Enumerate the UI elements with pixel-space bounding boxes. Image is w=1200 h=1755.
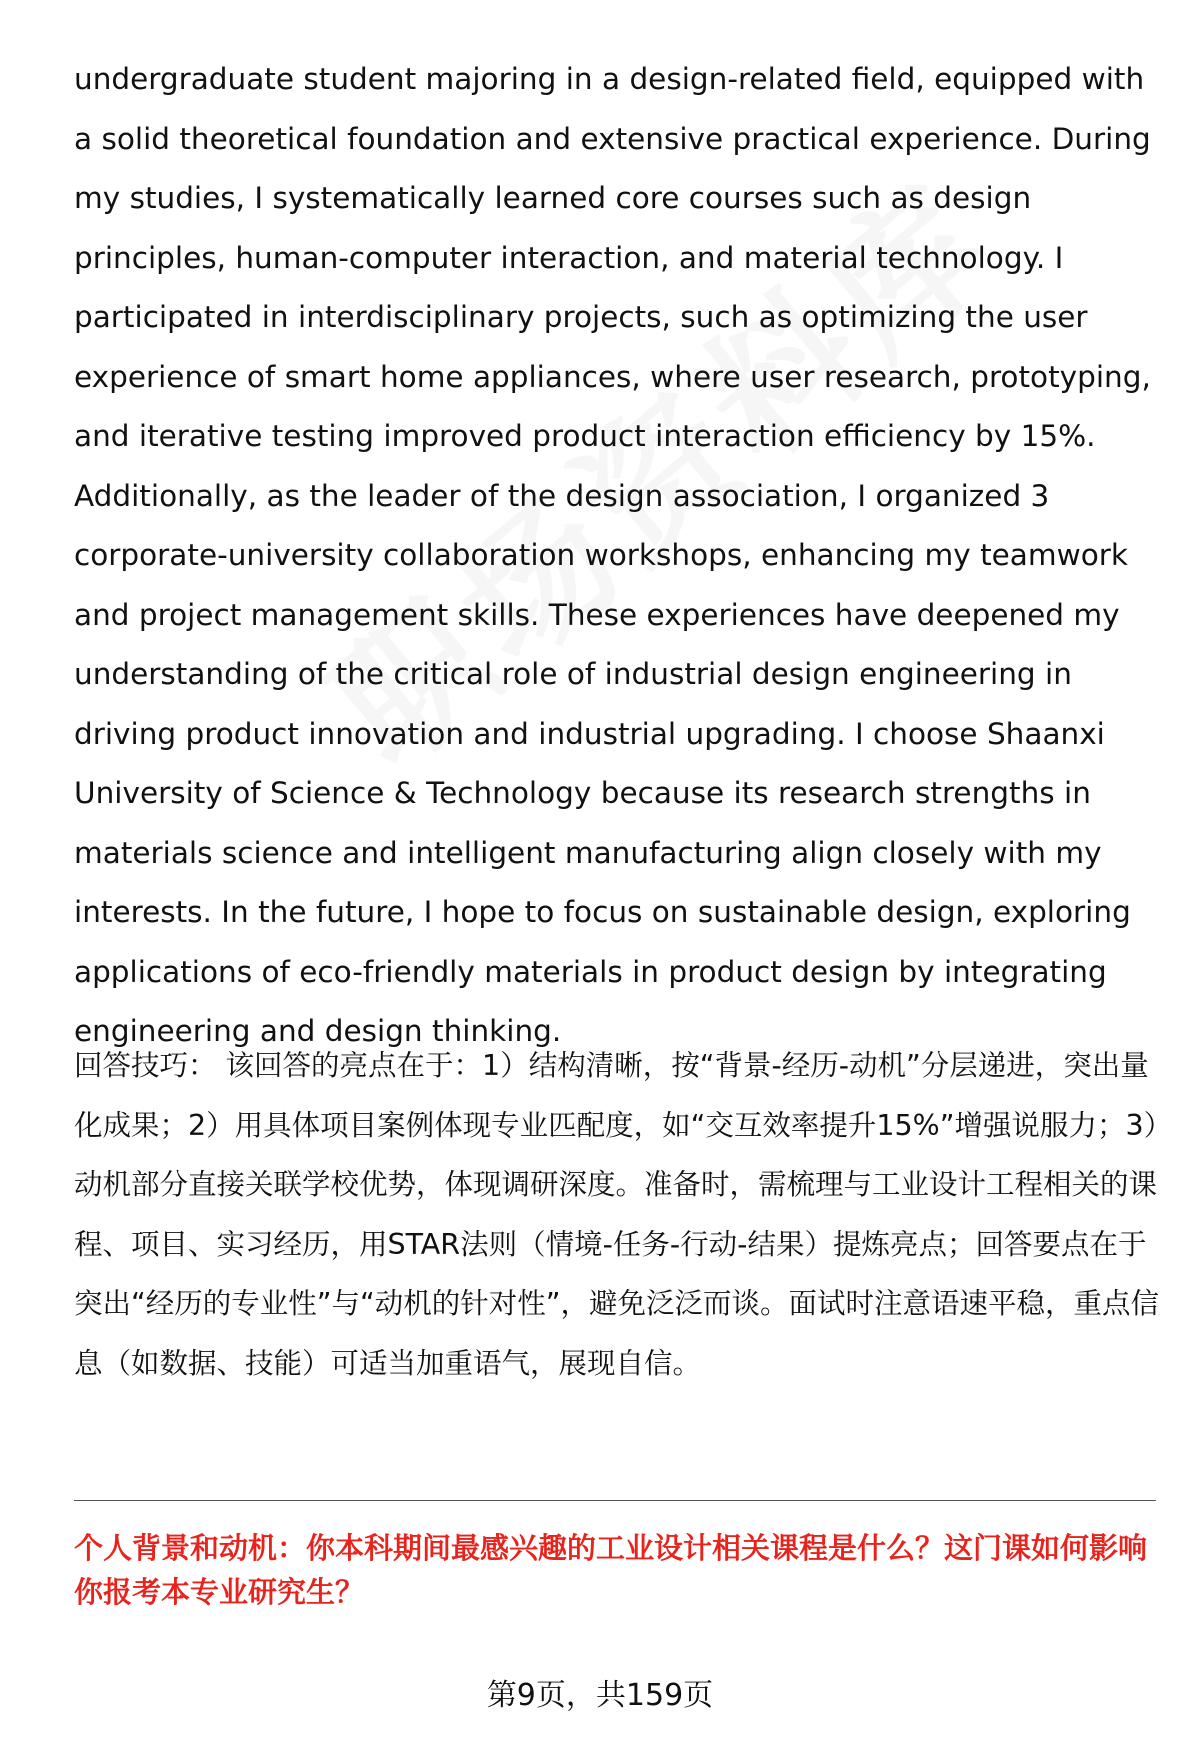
answer-tips-paragraph: 回答技巧： 该回答的亮点在于：1）结构清晰，按“背景-经历-动机”分层递进，突出量化成果；2）用具体项目案例体现专业匹配度，如“交互效率提升15%”增强说服力；3）动机部分直接关联学校优势，体现调研深度。准备时，需梳理与工业设计工程相关的课程、项目、实习经历，用STAR法则（情境-任务-行动-结果）提炼亮点；回答要点在于突出“经历的专业性”与“动机的针对性”，避免泛泛而谈。面试时注意语速平稳，重点信息（如数据、技能）可适当加重语气，展现自信。 xyxy=(74,1049,1160,1380)
section-divider xyxy=(74,1500,1156,1501)
answer-paragraph: undergraduate student majoring in a design-related field, equipped with a solid theoretical foundation and extensive practical experience. During my studies, I systematically learned core courses such as design principles, human-computer interaction, and material technology. I participated in interdisciplinary projects, such as optimizing the user experience of smart home appliances, where user research, prototyping, and iterative testing improved product interaction efficiency by 15%. Additionally, as the leader of the design association, I organized 3 corporate-university collaboration workshops, enhancing my teamwork and project management skills. These experiences have deepened my understanding of the critical role of industrial design engineering in driving product innovation and industrial upgrading. I choose Shaanxi University of Science & Technology because its research strengths in materials science and intelligent manufacturing align closely with my interests. In the future, I hope to focus on sustainable design, exploring applications of eco-friendly materials in product design by integrating engineering and design thinking. xyxy=(74,62,1151,1048)
page-number: 第9页，共159页 xyxy=(486,1678,714,1713)
interview-question: 个人背景和动机：你本科期间最感兴趣的工业设计相关课程是什么？这门课如何影响你报考本专业研究生？ xyxy=(74,1531,1148,1609)
